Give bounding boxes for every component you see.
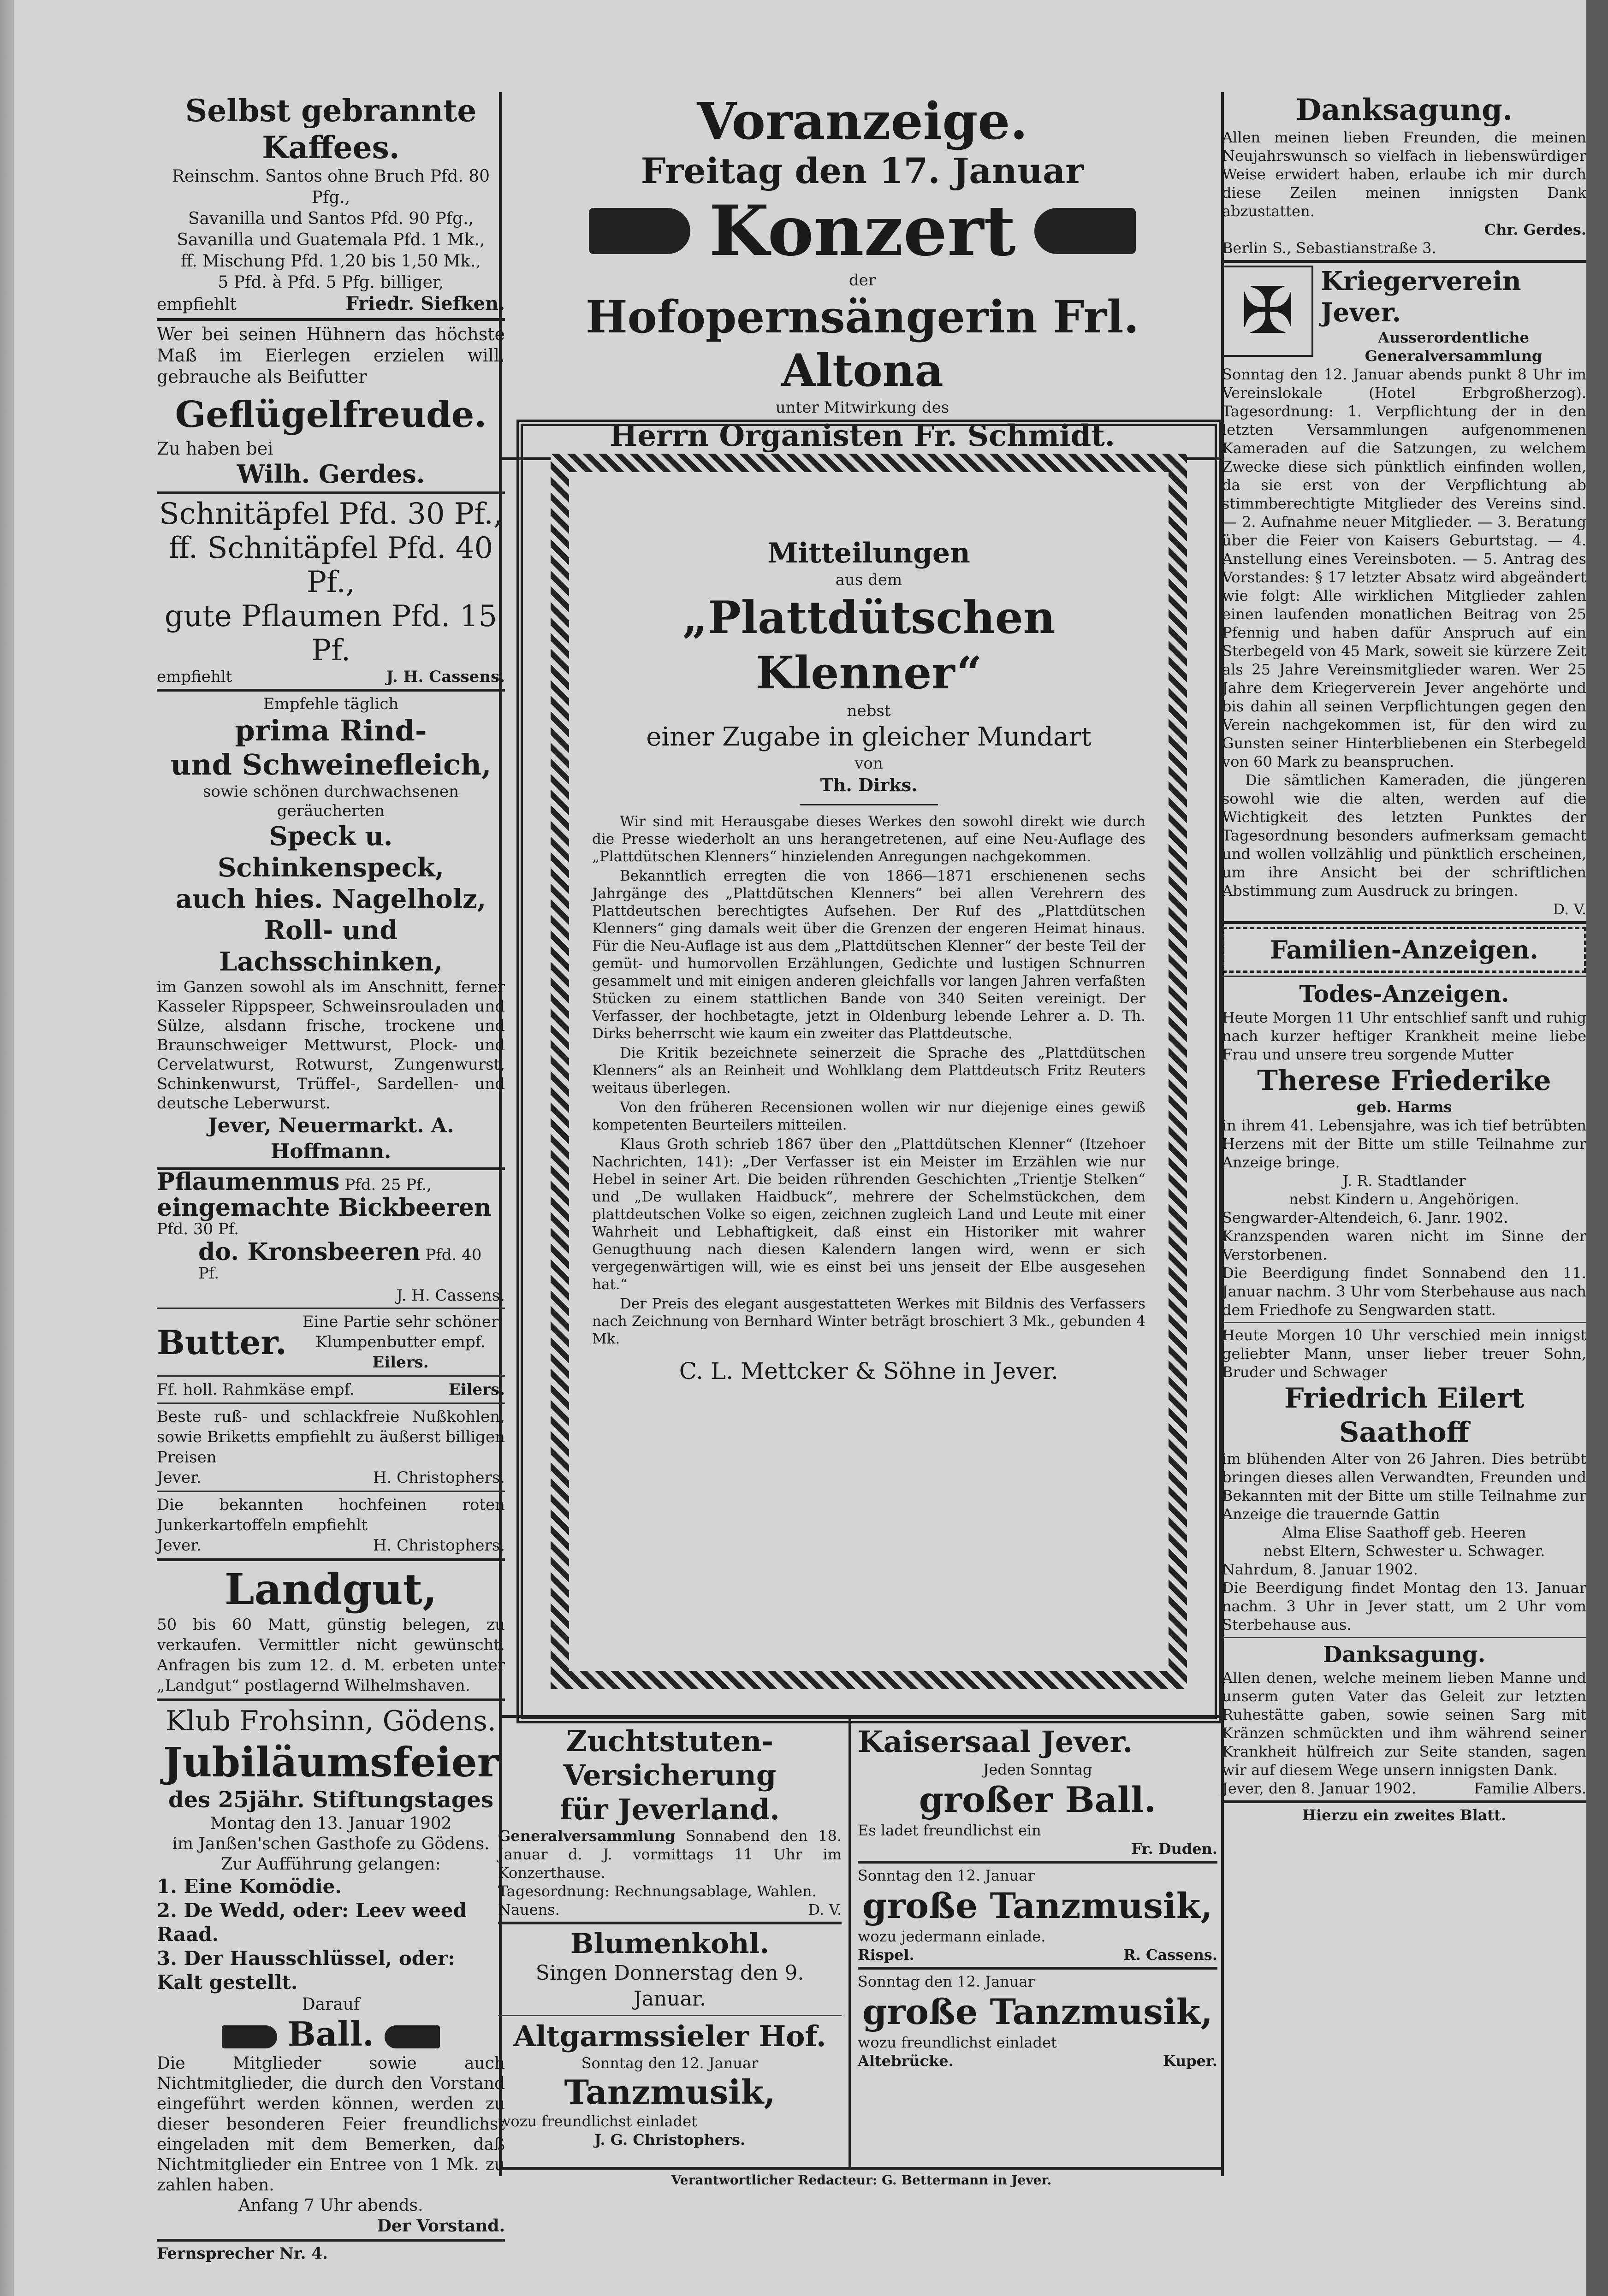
klub-item: 1. Eine Komödie.	[157, 1875, 342, 1898]
ad-butter	[157, 1312, 505, 1373]
footer-phone: Fernsprecher Nr. 4.	[157, 2244, 328, 2263]
divider	[157, 491, 505, 494]
tod-text4: Die Beerdigung findet Sonnabend den 11. Januar nachm. 3 Uhr vom Sterbehause aus nach dem Friedhofe zu Sengwarden statt.	[1222, 1264, 1586, 1319]
kaiser-signature: Fr. Duden.	[1131, 1840, 1217, 1858]
klub-place: im Janßen'schen Gasthofe zu Gödens.	[172, 1834, 490, 1853]
kaese-signature: Eilers.	[448, 1380, 505, 1399]
mitt-paragraph: Bekanntlich erregten die von 1866—1871 erschienenen sechs Jahrgänge des „Plattdütschen Klenners“ bei allen Verehrern des Plattdeutschen berechtigtes Aufsehen. Der Ruf des „Plattdütschen Klenners“ ging damals weit über die Grenzen der engeren Heimat hinaus. Für die Neu-Auflage ist aus dem „Plattdütschen Klenner“ der beste Teil der gemüt- und humorvollen Erzählungen, Gedichte und lustigen Schnurren gesammelt und mit einigen anderen gleichfalls vor langen Jahren verfaßten Stücken zu einem stattlichen Bande von 340 Seiten vereinigt. Der Verfasser, der hochbetagte, jetzt in Oldenburg lebende Lehrer a. D. Th. Dirks beherrscht wie kaum ein zweiter das Plattdeutsche.	[592, 868, 1145, 1042]
krieger-text: Sonntag den 12. Januar abends punkt 8 Uhr im Vereinslokale (Hotel Erbgroßherzog). Tagesordnung: 1. Verpflichtung der in den letzten Versammlungen aufgenommenen Kameraden auf die Satzungen, zu welchem Zwecke diese sich pünktlich einfinden wollen, da sie erst von der Verpflichtung ab stimmberechtigte Mitglieder des Vereins sind. — 2. Aufnahme neuer Mitglieder. — 3. Beratung über die Feier von Kaisers Geburtstag. — 4. Anstellung eines Vereinsboten. — 5. Antrag des Vorstandes: § 17 letzter Absatz wird abgeändert wie folgt: Alle wirklichen Mitglieder zahlen einen laufenden monatlichen Beitrag von 25 Pfennig und haben dafür Anspruch auf ein Sterbegeld von 45 Mark, soweit sie kürzere Zeit als 25 Jahre Vereinsmitglieder waren. Wer 25 Jahre dem Kriegerverein Jever angehörte und bis dahin all seinen Verpflichtungen gegen den Verein nachgekommen ist, für den wird zu Gunsten seiner Hinterbliebenen ein Sterbegeld von 60 Mark zu beanspruchen.	[1222, 366, 1586, 770]
krieger-text2: Die sämtlichen Kameraden, die jüngeren sowohl wie die alten, werden auf die Wichtigkeit des letzten Punktes der Tagesordnung besonders aufmerksam gemacht und wollen vollzählig und pünktlich erscheinen, um ihre Ansicht bei der schriftlichen Abstimmung zum Ausdruck zu bringen.	[1222, 771, 1586, 899]
ad-blumenkohl	[498, 1927, 842, 2012]
klub-item: 3. Der Hausschlüssel, oder: Kalt gestellt.	[157, 1947, 455, 1994]
kartoffeln-text: Die bekannten hochfeinen roten Junkerkartoffeln empfiehlt	[157, 1496, 505, 1534]
divider	[157, 2239, 505, 2242]
blumen-text: Singen Donnerstag den 9. Januar.	[535, 1961, 804, 2011]
butter-signature: Eilers.	[372, 1353, 429, 1372]
alt-title: Altgarmssieler Hof.	[513, 2019, 826, 2053]
ad-kaffee	[157, 92, 505, 315]
ad-zuchtstuten	[498, 1724, 842, 1919]
iron-cross-icon: ✠	[1222, 266, 1313, 357]
kohlen-text: Beste ruß- und schlackfreie Nußkohlen, sowie Briketts empfiehlt zu äußerst billigen Preisen	[157, 1408, 505, 1467]
vor-singer: Hofopernsängerin Frl. Altona	[585, 291, 1139, 396]
zucht-title1: Zuchtstuten-Versicherung	[563, 1724, 777, 1792]
mus-item: eingemachte Bickbeeren	[157, 1194, 492, 1222]
divider	[157, 1308, 505, 1309]
klub-title: Klub Frohsinn, Gödens.	[165, 1705, 497, 1737]
mitt-h3: „Plattdütschen Klenner“	[682, 592, 1056, 699]
divider	[1222, 1322, 1586, 1323]
fleisch-speck2: auch hies. Nagelholz,	[175, 884, 487, 914]
dank2-signature: Familie Albers.	[1474, 1780, 1586, 1797]
klub-item: 2. De Wedd, oder: Leev weed Raad.	[157, 1899, 467, 1946]
divider	[1222, 1800, 1586, 1803]
saat-place: Nahrdum, 8. Januar 1902.	[1222, 1561, 1418, 1578]
kaffee-signature: Friedr. Siefken.	[345, 293, 505, 314]
fam-title: Familien-Anzeigen.	[1222, 927, 1586, 973]
fleisch-title1: prima Rind-	[235, 714, 427, 747]
vor-unter: unter Mitwirkung des	[775, 398, 949, 417]
ad-voranzeige	[500, 92, 1224, 455]
krieger-sub: Ausserordentliche Generalversammlung	[1365, 329, 1543, 365]
ad-danksagung-gerdes	[1222, 92, 1586, 257]
mitt-paragraph: Wir sind mit Herausgabe dieses Werkes den sowohl direkt wie durch die Presse wiederholt an uns herangetretenen, auf eine Neu-Auflage des „Plattdütschen Klenners“ hinzielenden Anregungen nachgekommen.	[592, 813, 1145, 865]
tod-name: Therese Friederike	[1257, 1065, 1551, 1097]
kaiser-invite: Es ladet freundlichst ein	[858, 1822, 1041, 1839]
divider	[157, 1375, 505, 1377]
mitt-h2: aus dem	[835, 571, 902, 589]
dank2-text: Allen denen, welche meinem lieben Manne und unserm guten Vater das Geleit zur letzten Ruhestätte gaben, sowie seinen Sarg mit Kränzen schmückten und ihm während seiner Krankheit hülfreich zur Seite standen, sagen wir auf diesem Wege unsern innigsten Dank.	[1222, 1669, 1586, 1779]
alt-date: Sonntag den 12. Januar	[581, 2054, 759, 2072]
column-rule-mid	[849, 1718, 851, 2170]
divider	[1222, 1637, 1586, 1638]
divider	[157, 1558, 505, 1561]
column-left	[157, 92, 505, 2263]
alte-signature: Kuper.	[1163, 2052, 1217, 2070]
alt-music: Tanzmusik,	[564, 2072, 776, 2112]
dank1-address: Berlin S., Sebastianstraße 3.	[1222, 239, 1436, 257]
ad-mus	[157, 1168, 505, 1305]
ad-kaese	[157, 1379, 505, 1400]
divider	[498, 1922, 842, 1924]
divider	[499, 1715, 1224, 1718]
klub-text: Die Mitglieder sowie auch Nichtmitglieder, die durch den Vorstand eingeführt werden können, werden zu dieser besonderen Feier freundlichst eingeladen mit dem Bemerken, daß Nichtmitglieder ein Entree von 1 Mk. zu zahlen haben.	[157, 2054, 505, 2195]
tod-sig2: nebst Kindern u. Angehörigen.	[1289, 1190, 1519, 1208]
mitt-h1: Mitteilungen	[767, 537, 970, 569]
klub-prog: Zur Aufführung gelangen:	[221, 1855, 441, 1874]
zucht-place: Nauens.	[498, 1901, 560, 1918]
mitt-paragraph: Von den früheren Recensionen wollen wir nur diejenige eines gewiß kompetenten Beurteilers mitteilen.	[592, 1099, 1145, 1133]
divider	[1222, 260, 1586, 263]
rispel-invite: wozu jedermann einlade.	[858, 1928, 1046, 1945]
column-right	[1222, 92, 1586, 1824]
fleisch-title2: und Schweinefleich,	[170, 748, 492, 781]
klub-ball: Ball.	[287, 2014, 374, 2053]
schnitt-line: gute Pflaumen Pfd. 15 Pf.	[164, 599, 498, 668]
divider	[157, 1402, 505, 1404]
divider	[157, 689, 505, 692]
alte-place: Altebrücke.	[858, 2052, 954, 2070]
klub-darauf: Darauf	[302, 1995, 360, 2014]
kartoffeln-signature: H. Christophers.	[373, 1536, 505, 1555]
dank1-signature: Chr. Gerdes.	[1484, 221, 1586, 238]
divider	[800, 804, 938, 805]
mus-signature: J. H. Cassens.	[396, 1286, 505, 1305]
ad-kohlen	[157, 1407, 505, 1488]
vor-der: der	[849, 271, 876, 290]
saat-sig2: nebst Eltern, Schwester u. Schwager.	[1263, 1542, 1545, 1560]
alt-signature: J. G. Christophers.	[594, 2131, 746, 2148]
ad-huehner	[157, 324, 505, 489]
landgut-title: Landgut,	[224, 1564, 438, 1614]
huehner-product: Geflügelfreude.	[175, 394, 487, 436]
kaffee-line: ff. Mischung Pfd. 1,20 bis 1,50 Mk.,	[181, 252, 481, 271]
divider	[157, 1698, 505, 1701]
ad-altgarmssiel	[498, 2019, 842, 2149]
tod-title: Todes-Anzeigen.	[1299, 980, 1509, 1007]
ad-plattduetsch-klenner	[516, 420, 1221, 1723]
mus-item: do. Kronsbeeren	[198, 1238, 421, 1266]
dank1-title: Danksagung.	[1295, 93, 1513, 127]
ad-altebruecke	[858, 1972, 1217, 2070]
ad-landgut	[157, 1564, 505, 1696]
butter-title: Butter.	[157, 1322, 287, 1362]
klub-sub: des 25jähr. Stiftungstages	[168, 1787, 493, 1813]
pointing-hand-icon	[385, 2025, 440, 2048]
mitt-h5: einer Zugabe in gleicher Mundart	[646, 722, 1092, 752]
alte-date: Sonntag den 12. Januar	[858, 1973, 1035, 1990]
mus-price: Pfd. 25 Pf.,	[344, 1176, 432, 1194]
kaffee-sig-prefix: empfiehlt	[157, 295, 237, 314]
saat-text: Heute Morgen 10 Uhr verschied mein innigst geliebter Mann, unser lieber treuer Sohn, Bruder und Schwager	[1222, 1326, 1586, 1381]
klub-date: Montag den 13. Januar 1902	[210, 1814, 452, 1833]
divider	[498, 2015, 842, 2016]
kaffee-line: Savanilla und Guatemala Pfd. 1 Mk.,	[177, 231, 485, 249]
blumen-title: Blumenkohl.	[570, 1928, 770, 1960]
vor-konzert: Konzert	[709, 190, 1016, 272]
mus-price: Pfd. 30 Pf.	[157, 1220, 239, 1238]
mitt-paragraph: Klaus Groth schrieb 1867 über den „Plattdütschen Klenner“ (Itzehoer Nachrichten, 141): „Der Verfasser ist ein Meister im Erzählen wie nur Hebel in seiner Art. Die beiden rührenden Geschichten „Trientje Stelken“ und „De wullaken Haidbuck“, mehrere der Schelmstückchen, dem plattdeutschen Volke so eigen, zeichnen zugleich Land und Leute mit einer Wahrheit und Lebhaftigkeit, daß einst ein Historiker mit wahrer Genugthuung nach diesen Kalendern langen wird, wenn er sich vergegenwärtigen will, wie es einst bei uns jenseit der Elbe ausgesehen hat.“	[592, 1136, 1145, 1293]
kaiser-sub: Jeden Sonntag	[983, 1761, 1092, 1778]
rispel-music: große Tanzmusik,	[862, 1885, 1213, 1926]
rispel-place: Rispel.	[858, 1946, 914, 1964]
divider	[1222, 976, 1586, 977]
footer-redacteur: Verantwortlicher Redacteur: G. Bettermann in Jever.	[671, 2172, 1052, 2188]
pointing-hand-icon	[1034, 208, 1136, 254]
dank2-place: Jever, den 8. Januar 1902.	[1222, 1780, 1417, 1797]
zucht-text: Sonnabend den 18. Januar d. J. vormittags 11 Uhr im Konzerthause.	[498, 1827, 842, 1882]
pointing-hand-icon	[222, 2025, 277, 2048]
page-right-edge	[1586, 0, 1608, 2296]
ad-rispel	[858, 1866, 1217, 1964]
saat-sig1: Alma Elise Saathoff geb. Heeren	[1282, 1524, 1526, 1541]
tod-sig1: J. R. Stadtlander	[1342, 1172, 1466, 1189]
klub-signature: Der Vorstand.	[377, 2216, 505, 2236]
zucht-tagesordnung: Tagesordnung: Rechnungsablage, Wahlen.	[498, 1882, 817, 1900]
kaiser-title: Kaisersaal Jever.	[858, 1725, 1133, 1759]
schnitt-signature: J. H. Cassens.	[386, 668, 505, 686]
ad-fleisch	[157, 694, 505, 1165]
huehner-text: Wer bei seinen Hühnern das höchste Maß im Eierlegen erzielen will, gebrauche als Beifutter	[157, 324, 505, 387]
klub-feier: Jubiläumsfeier	[163, 1738, 499, 1786]
kohlen-place: Jever.	[157, 1468, 202, 1487]
fleisch-body: im Ganzen sowohl als im Anschnitt, ferner Kasseler Rippspeer, Schweinsrouladen und Sülze, alsdann frische, trockene und Braunschweiger Mettwurst, Plock- und Cervelatwurst, Rotwurst, Zungenwurst, Schinkenwurst, Trüffel-, Sardellen- und deutsche Leberwurst.	[157, 978, 505, 1112]
column-middle	[500, 92, 1224, 463]
mitt-paragraph: Die Kritik bezeichnete seinerzeit die Sprache des „Plattdütschen Klenners“ als an Reinheit und Wohlklang dem Plattdeutsch Fritz Reuters weitaus überlegen.	[592, 1045, 1145, 1096]
vor-date: Freitag den 17. Januar	[641, 150, 1084, 191]
middle-left-subcol	[498, 1724, 842, 2149]
ad-danksagung-albers	[1222, 1641, 1586, 1798]
ad-kriegerverein	[1222, 266, 1586, 918]
tod-text: Heute Morgen 11 Uhr entschlief sanft und ruhig nach kurzer heftiger Krankheit meine liebe Frau und unsere treu sorgende Mutter	[1222, 1009, 1586, 1063]
kaese-text: Ff. holl. Rahmkäse empf.	[157, 1380, 355, 1399]
landgut-text: 50 bis 60 Matt, günstig belegen, zu verkaufen. Vermittler nicht gewünscht. Anfragen bis zum 12. d. M. erbeten unter „Landgut“ postlagernd Wilhelmshaven.	[157, 1615, 505, 1695]
divider	[858, 1861, 1217, 1864]
alt-invite: wozu freundlichst einladet	[498, 2113, 697, 2130]
rispel-signature: R. Cassens.	[1123, 1946, 1217, 1964]
alte-invite: wozu freundlichst einladet	[858, 2034, 1057, 2051]
kaffee-title: Selbst gebrannte Kaffees.	[185, 93, 477, 166]
fleisch-signature: Jever, Neuermarkt. A. Hoffmann.	[208, 1114, 454, 1163]
zucht-gv: Generalversammlung	[498, 1827, 676, 1845]
butter-text: Eine Partie sehr schöner Klumpenbutter empf.	[302, 1313, 499, 1351]
fleisch-speck1: Speck u. Schinkenspeck,	[217, 821, 445, 883]
tod-place: Sengwarder-Altendeich, 6. Janr. 1902.	[1222, 1209, 1508, 1226]
saat-name: Friedrich Eilert Saathoff	[1284, 1382, 1525, 1449]
rispel-date: Sonntag den 12. Januar	[858, 1867, 1035, 1884]
schnitt-line: ff. Schnitäpfel Pfd. 40 Pf.,	[168, 531, 493, 599]
zucht-title2: für Jeverland.	[560, 1793, 780, 1826]
kaffee-line: Savanilla und Santos Pfd. 90 Pfg.,	[188, 209, 474, 228]
tod-text3: Kranzspenden waren nicht im Sinne der Verstorbenen.	[1222, 1227, 1586, 1263]
vor-organist: Herrn Organisten Fr. Schmidt.	[609, 419, 1116, 453]
ad-klub-frohsinn	[157, 1704, 505, 2236]
alte-music: große Tanzmusik,	[862, 1991, 1213, 2032]
divider	[1222, 921, 1586, 924]
saat-text3: Die Beerdigung findet Montag den 13. Januar nachm. 3 Uhr in Jever statt, um 2 Uhr vom Sterbehause aus.	[1222, 1579, 1586, 1633]
mitt-signature: C. L. Mettcker & Söhne in Jever.	[679, 1358, 1059, 1385]
kaffee-line: 5 Pfd. à Pfd. 5 Pfg. billiger,	[218, 273, 444, 292]
vor-title: Voranzeige.	[697, 91, 1028, 151]
mitt-h7: Th. Dirks.	[820, 775, 918, 795]
footer-zweites-blatt: Hierzu ein zweites Blatt.	[1302, 1806, 1507, 1824]
krieger-signature: D. V.	[1553, 900, 1586, 918]
mitt-h4: nebst	[847, 702, 891, 720]
ad-todes-saathoff	[1222, 1326, 1586, 1634]
divider	[858, 1967, 1217, 1970]
klub-time: Anfang 7 Uhr abends.	[238, 2196, 423, 2215]
dank1-text: Allen meinen lieben Freunden, die meinen Neujahrswunsch so vielfach in liebenswürdiger Weise erwidert haben, erlaube ich mir durch diese Zeilen meinen innigsten Dank abzustatten.	[1222, 129, 1586, 220]
krieger-title: Kriegerverein Jever.	[1321, 266, 1521, 328]
mus-price: Pfd. 40 Pf.	[198, 1246, 482, 1283]
huehner-signature: Wilh. Gerdes.	[237, 459, 425, 489]
ad-todes-stadtlander	[1222, 980, 1586, 1319]
mitt-paragraph: Der Preis des elegant ausgestatteten Werkes mit Bildnis des Verfassers nach Zeichnung von Bernhard Winter beträgt broschiert 3 Mk., gebunden 4 Mk.	[592, 1296, 1145, 1347]
huehner-avail: Zu haben bei	[157, 438, 273, 459]
tod-geb: geb. Harms	[1356, 1098, 1452, 1116]
ad-kartoffeln	[157, 1495, 505, 1556]
divider	[157, 1491, 505, 1492]
schnitt-line: Schnitäpfel Pfd. 30 Pf.,	[159, 497, 503, 531]
pointing-hand-icon	[589, 208, 690, 254]
tod-text2: in ihrem 41. Lebensjahre, was ich tief betrübten Herzens mit der Bitte um stille Teilnahme zur Anzeige bringe.	[1222, 1117, 1586, 1171]
fleisch-speck3: Roll- und Lachsschinken,	[219, 915, 443, 977]
mitt-h6: von	[854, 754, 883, 773]
kaiser-ball: großer Ball.	[919, 1779, 1157, 1820]
kaffee-line: Reinschm. Santos ohne Bruch Pfd. 80 Pfg.,	[172, 167, 490, 207]
kohlen-signature: H. Christophers.	[373, 1468, 505, 1487]
zucht-signature: D. V.	[808, 1901, 842, 1918]
dank2-title: Danksagung.	[1323, 1642, 1486, 1668]
middle-right-subcol	[858, 1724, 1217, 2070]
ad-schnittaepfel	[157, 497, 505, 686]
divider	[157, 318, 505, 321]
kartoffeln-place: Jever.	[157, 1536, 202, 1555]
divider	[499, 2167, 1224, 2170]
schnitt-sig-prefix: empfiehlt	[157, 668, 232, 686]
fleisch-sub: sowie schönen durchwachsenen geräucherten	[202, 782, 459, 820]
ad-kaisersaal	[858, 1724, 1217, 1858]
mus-item: Pflaumenmus	[157, 1168, 340, 1196]
saat-text2: im blühenden Alter von 26 Jahren. Dies betrübt bringen dieses allen Verwandten, Freunden und Bekannten mit der Bitte um stille Teilnahme zur Anzeige die trauernde Gattin	[1222, 1450, 1586, 1523]
fleisch-intro: Empfehle täglich	[263, 695, 399, 713]
